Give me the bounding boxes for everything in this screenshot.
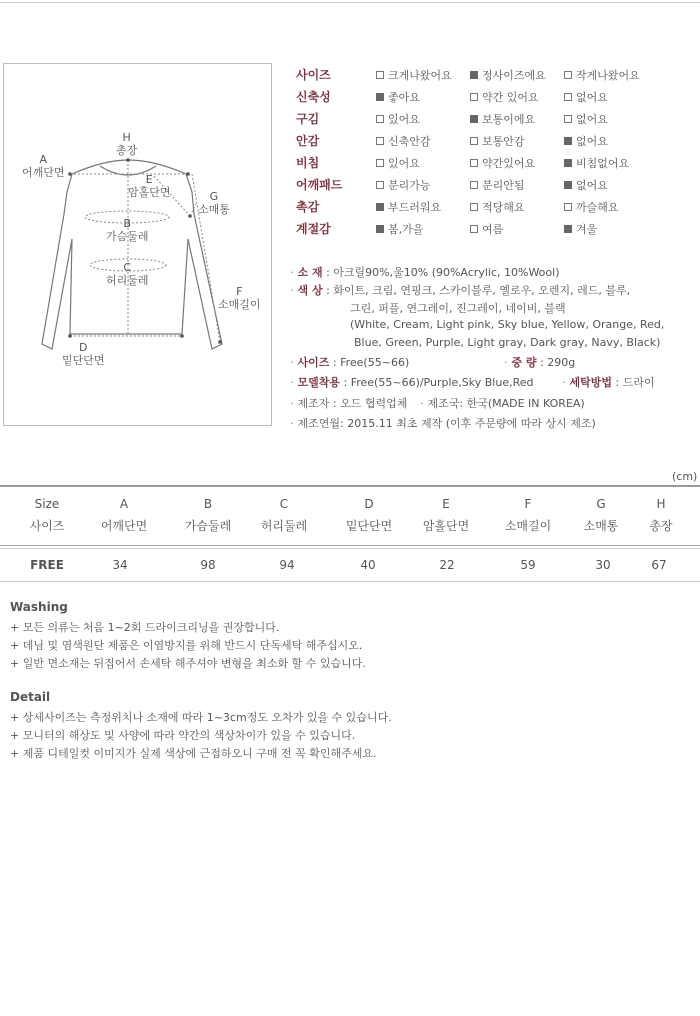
table-cell-d: 40: [360, 558, 376, 572]
label-c: C 허리둘레: [106, 261, 149, 287]
table-cell-b: 98: [200, 558, 216, 572]
col-header-g: G: [596, 497, 606, 511]
spec-material: · 소 재 : 아크릴90%,울10% (90%Acrylic, 10%Wool): [290, 266, 560, 279]
washing-line: + 모든 의류는 처음 1~2회 드라이크리닝을 권장합니다.: [10, 621, 280, 634]
spec-color-line4: Blue, Green, Purple, Light gray, Dark gray, Navy, Black): [354, 336, 661, 349]
attr-option: 없어요: [564, 177, 608, 193]
table-cell-c: 94: [279, 558, 295, 572]
table-cell-f: 59: [520, 558, 536, 572]
checkbox-icon: [376, 71, 384, 79]
col-subheader-f: 소매길이: [504, 519, 552, 533]
checkbox-checked-icon: [564, 137, 572, 145]
attr-row-size: [296, 66, 696, 86]
washing-line: + 일반 면소재는 뒤집어서 손세탁 해주셔야 변형을 최소화 할 수 있습니다.: [10, 657, 366, 670]
attr-row-stretch: [296, 88, 696, 108]
checkbox-icon: [564, 203, 572, 211]
spec-size: · 사이즈 : Free(55~66): [290, 356, 410, 369]
label-f: F 소매길이: [218, 285, 261, 311]
checkbox-checked-icon: [376, 203, 384, 211]
checkbox-checked-icon: [470, 115, 478, 123]
attr-option: 좋아요: [376, 89, 420, 105]
attr-option: 보통이에요: [470, 111, 535, 127]
attr-option: 분리안됨: [470, 177, 525, 193]
spec-color-line2: 그린, 퍼플, 연그레이, 진그레이, 네이비, 블랙: [350, 302, 566, 315]
spec-model: · 모델착용 : Free(55~66)/Purple,Sky Blue,Red: [290, 376, 534, 389]
label-e: E 암홀단면: [128, 173, 171, 199]
attr-option: 신축안감: [376, 133, 431, 149]
attr-option: 보통안감: [470, 133, 525, 149]
col-subheader-b: 가슴둘레: [184, 519, 232, 533]
checkbox-icon: [470, 137, 478, 145]
checkbox-checked-icon: [470, 71, 478, 79]
checkbox-checked-icon: [376, 93, 384, 101]
attr-option: 비침없어요: [564, 155, 629, 171]
attr-option: 약간 있어요: [470, 89, 539, 105]
attr-name: 신축성: [296, 90, 331, 104]
top-divider: [0, 2, 700, 3]
table-cell-e: 22: [439, 558, 455, 572]
col-subheader-size: 사이즈: [29, 519, 65, 533]
spec-wash-method: · 세탁방법 : 드라이: [562, 376, 655, 389]
table-cell-a: 34: [112, 558, 128, 572]
attr-name: 사이즈: [296, 68, 331, 82]
attr-row-season: [296, 220, 696, 240]
garment-outline: [4, 64, 273, 427]
attr-option: 겨울: [564, 221, 597, 237]
attr-name: 안감: [296, 134, 320, 148]
attr-name: 어깨패드: [296, 178, 343, 192]
table-cell-h: 67: [651, 558, 667, 572]
checkbox-icon: [564, 93, 572, 101]
col-header-b: B: [203, 497, 213, 511]
detail-line: + 모니터의 해상도 및 사양에 따라 약간의 색상차이가 있을 수 있습니다.: [10, 729, 356, 742]
table-mid-rule-2: [0, 548, 700, 549]
checkbox-checked-icon: [564, 225, 572, 233]
table-bottom-rule: [0, 581, 700, 582]
attr-option: 적당해요: [470, 199, 525, 215]
table-mid-rule: [0, 545, 700, 546]
checkbox-checked-icon: [376, 225, 384, 233]
detail-line: + 상세사이즈는 측정위치나 소재에 따라 1~3cm정도 오차가 있을 수 있습니다.: [10, 711, 392, 724]
spec-origin: · 제조국: 한국(MADE IN KOREA): [420, 397, 585, 410]
attr-row-sheer: [296, 154, 696, 174]
attr-name: 비침: [296, 156, 320, 170]
checkbox-icon: [470, 181, 478, 189]
spec-color-line3: (White, Cream, Light pink, Sky blue, Yellow, Orange, Red,: [350, 318, 665, 331]
label-h: H 총장: [116, 131, 138, 157]
spec-color: · 색 상 : 화이트, 크림, 연핑크, 스카이블루, 옐로우, 오렌지, 레드, 블루,: [290, 284, 631, 297]
attr-row-lining: [296, 132, 696, 152]
attr-option: 없어요: [564, 111, 608, 127]
checkbox-icon: [376, 115, 384, 123]
attr-option: 약간있어요: [470, 155, 535, 171]
checkbox-checked-icon: [564, 181, 572, 189]
detail-line: + 제품 디테일컷 이미지가 실제 색상에 근접하오니 구매 전 꼭 확인해주세요.: [10, 747, 377, 760]
col-header-a: A: [119, 497, 129, 511]
label-d: D 밑단단면: [62, 341, 105, 367]
garment-diagram: [3, 63, 272, 426]
checkbox-icon: [470, 225, 478, 233]
col-header-d: D: [364, 497, 374, 511]
checkbox-icon: [376, 181, 384, 189]
attr-option: 있어요: [376, 111, 420, 127]
attr-name: 촉감: [296, 200, 320, 214]
label-a: A 어깨단면: [22, 153, 65, 179]
col-header-size: Size: [34, 497, 60, 511]
table-cell-size: FREE: [30, 558, 64, 572]
attr-option: 작게나왔어요: [564, 67, 640, 83]
attr-name: 구김: [296, 112, 320, 126]
attr-option: 정사이즈에요: [470, 67, 546, 83]
col-subheader-d: 밑단단면: [345, 519, 393, 533]
col-subheader-g: 소매통: [583, 519, 619, 533]
col-subheader-a: 어깨단면: [100, 519, 148, 533]
checkbox-icon: [470, 159, 478, 167]
table-top-rule: [0, 485, 700, 487]
checkbox-checked-icon: [564, 159, 572, 167]
checkbox-icon: [376, 159, 384, 167]
spec-weight: · 중 량 : 290g: [504, 356, 576, 369]
checkbox-icon: [470, 203, 478, 211]
attr-option: 분리가능: [376, 177, 431, 193]
attr-option: 없어요: [564, 89, 608, 105]
attr-name: 계절감: [296, 222, 331, 236]
attr-row-touch: [296, 198, 696, 218]
attr-option: 크게나왔어요: [376, 67, 452, 83]
attr-option: 있어요: [376, 155, 420, 171]
attr-option: 없어요: [564, 133, 608, 149]
attr-option: 여름: [470, 221, 503, 237]
col-header-e: E: [442, 497, 450, 511]
attr-option: 까슬해요: [564, 199, 619, 215]
spec-date: · 제조연월: 2015.11 최초 제작 (이후 주문량에 따라 상시 제조): [290, 417, 596, 430]
attr-row-wrinkle: [296, 110, 696, 130]
label-g: G 소매통: [198, 190, 230, 216]
unit-label: (cm): [672, 470, 698, 483]
col-header-f: F: [524, 497, 532, 511]
attr-option: 봄,가을: [376, 221, 423, 237]
attr-row-shoulder-pad: [296, 176, 696, 196]
col-header-c: C: [279, 497, 289, 511]
table-cell-g: 30: [595, 558, 611, 572]
checkbox-icon: [376, 137, 384, 145]
washing-title: Washing: [10, 600, 68, 614]
label-b: B 가슴둘레: [106, 217, 149, 243]
col-subheader-e: 암홀단면: [422, 519, 470, 533]
washing-line: + 데님 및 염색원단 제품은 이염방지를 위해 반드시 단독세탁 해주십시오.: [10, 639, 363, 652]
checkbox-icon: [470, 93, 478, 101]
col-subheader-h: 총장: [649, 519, 673, 533]
col-header-h: H: [656, 497, 666, 511]
detail-title: Detail: [10, 690, 51, 704]
attr-option: 부드러워요: [376, 199, 441, 215]
col-subheader-c: 허리둘레: [260, 519, 308, 533]
checkbox-icon: [564, 115, 572, 123]
checkbox-icon: [564, 71, 572, 79]
spec-maker: · 제조자 : 오드 협력업체: [290, 397, 408, 410]
